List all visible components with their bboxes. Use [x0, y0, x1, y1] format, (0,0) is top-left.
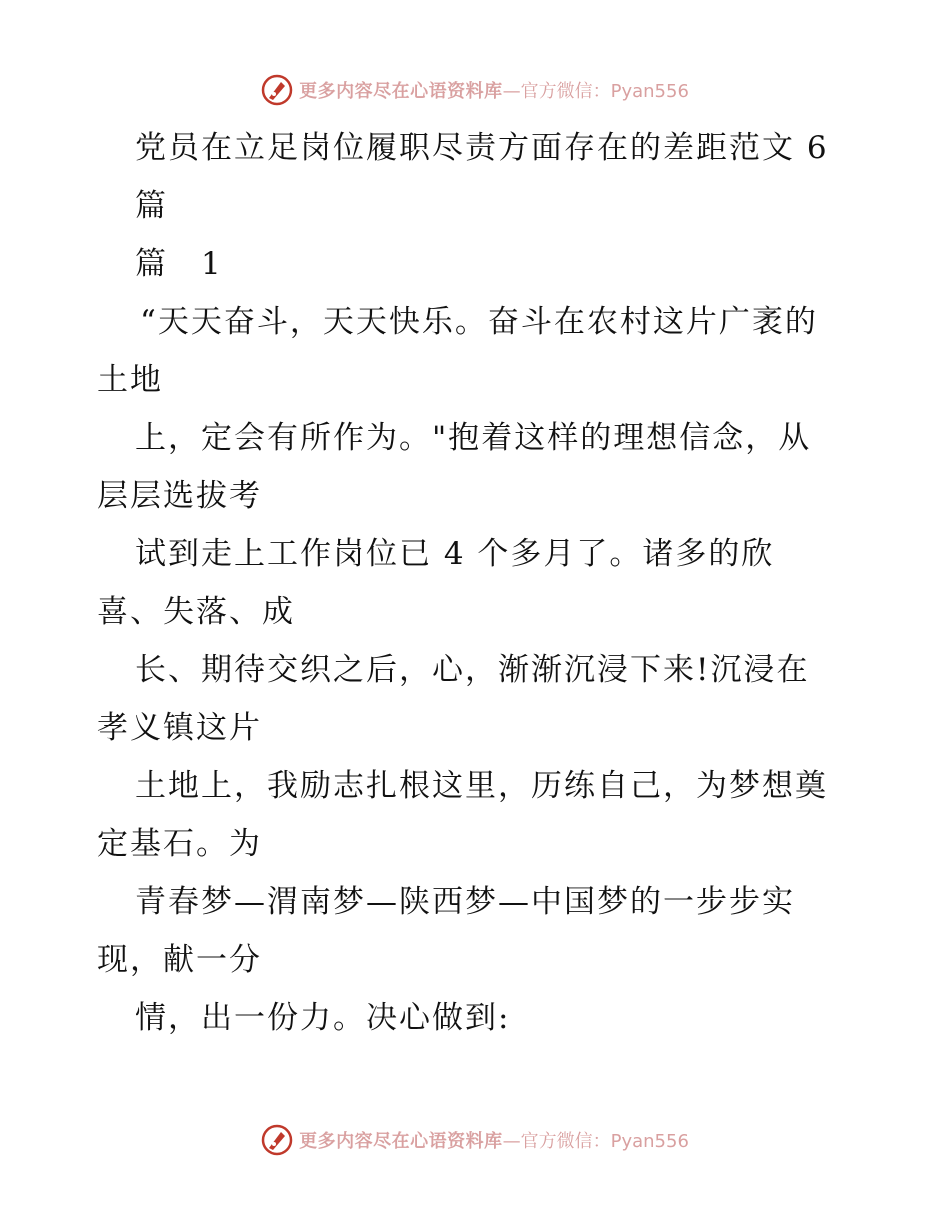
paragraph-line: 试到走上工作岗位已 4 个多月了。诸多的欣 [135, 536, 775, 572]
watermark-text: 更多内容尽在心语资料库 [299, 81, 503, 102]
title-line-1: 党员在立足岗位履职尽责方面存在的差距范文 6 [135, 130, 829, 166]
pen-nib-logo-icon [261, 74, 293, 106]
paragraph-line: 定基石。为 [97, 826, 262, 862]
footer-watermark [0, 1120, 950, 1160]
section-heading: 篇 1 [135, 246, 223, 282]
watermark-contact: —官方微信：Pyan556 [502, 1131, 689, 1152]
watermark-contact: —官方微信：Pyan556 [502, 81, 689, 102]
header-watermark [0, 70, 950, 110]
paragraph-line: 土地 [97, 362, 163, 398]
paragraph-line: 长、期待交织之后，心，渐渐沉浸下来!沉浸在 [135, 652, 810, 688]
paragraph-line: 青春梦—渭南梦—陕西梦—中国梦的一步步实 [135, 884, 795, 920]
paragraph-line: 层层选拔考 [97, 478, 262, 514]
paragraph-line: 喜、失落、成 [97, 594, 295, 630]
paragraph-line: 现，献一分 [97, 942, 262, 978]
watermark-text: 更多内容尽在心语资料库 [299, 1131, 503, 1152]
paragraph-line: 土地上，我励志扎根这里，历练自己，为梦想奠 [135, 768, 828, 804]
title-line-2: 篇 [135, 188, 168, 224]
paragraph-line: 孝义镇这片 [97, 710, 262, 746]
paragraph-line: “天天奋斗，天天快乐。奋斗在农村这片广袤的 [140, 304, 818, 340]
pen-nib-logo-icon [261, 1124, 293, 1156]
paragraph-line: 上，定会有所作为。"抱着这样的理想信念，从 [135, 420, 812, 456]
paragraph-line: 情，出一份力。决心做到: [135, 1000, 511, 1036]
